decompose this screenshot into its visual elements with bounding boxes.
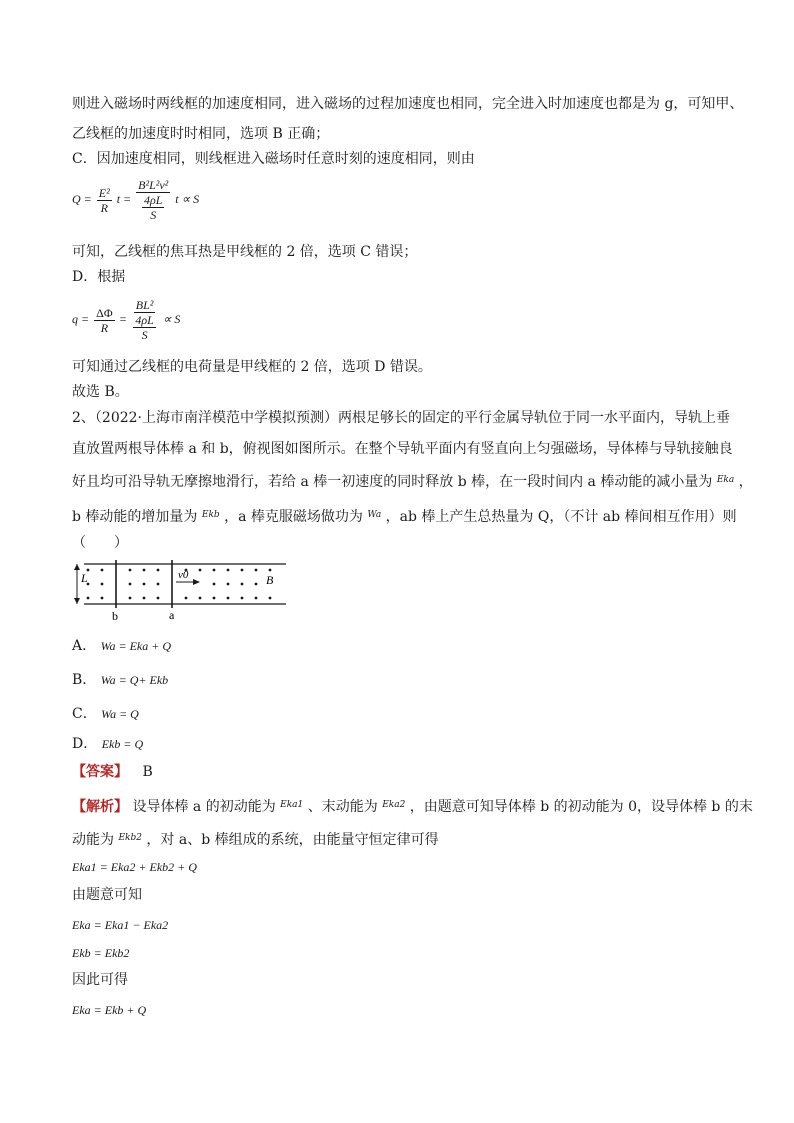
formula-text: t ∝ S <box>175 191 200 206</box>
text-span: 设导体棒 a 的初动能为 <box>132 799 276 815</box>
field-dot <box>129 583 132 586</box>
text-span: 好且均可沿导轨无摩擦地滑行，若给 a 棒一初速度的同时释放 b 棒，在一段时间内 a 棒动能的减小量为 <box>72 474 713 490</box>
symbol-eka: Eka <box>716 475 735 485</box>
option-d <box>72 734 143 754</box>
text-line: 可知，乙线框的焦耳热是甲线框的 2 倍，选项 C 错误； <box>72 244 418 260</box>
field-dot <box>227 569 230 572</box>
fraction-numerator: ΔΦ <box>96 305 113 320</box>
fraction-denominator <box>131 313 157 342</box>
fraction <box>136 178 170 222</box>
field-dot <box>241 597 244 600</box>
fraction-numerator: 4ρL <box>135 313 154 327</box>
text-span: ，对 a、b 棒组成的系统，由能量守恒定律可得 <box>146 832 439 848</box>
arrow-head-up <box>74 564 80 570</box>
field-dot <box>157 569 160 572</box>
explanation-line <box>72 828 439 850</box>
explanation-line <box>72 795 753 817</box>
formula-charge <box>72 298 180 342</box>
fraction-denominator: S <box>141 328 148 342</box>
formula-ekb: Ekb = Ekb2 <box>72 946 130 960</box>
formula-energy-conservation: Eka1 = Eka2 + Ekb2 + Q <box>72 860 197 874</box>
fraction-numerator: 4ρL <box>143 193 163 207</box>
field-dot <box>255 569 258 572</box>
answer-line <box>72 762 153 782</box>
explanation-tag: 【解析】 <box>72 799 128 815</box>
field-dot <box>87 597 90 600</box>
option-a <box>72 636 171 656</box>
rail-figure <box>70 558 292 622</box>
label-b-field: B <box>266 573 274 587</box>
field-dot <box>241 583 244 586</box>
formula-text: = <box>119 311 127 326</box>
text-span: 、末动能为 <box>307 799 378 815</box>
field-dot <box>129 569 132 572</box>
formula-text: Q = <box>72 191 92 206</box>
question-line <box>72 505 737 527</box>
text-span: ，由题意可知导体棒 b 的初动能为 0，设导体棒 b 的末 <box>409 799 753 815</box>
field-dot <box>199 597 202 600</box>
field-dot <box>143 569 146 572</box>
field-dot <box>157 583 160 586</box>
fraction-denominator: R <box>100 200 108 215</box>
field-dot <box>213 583 216 586</box>
text-line: 故选 B。 <box>72 384 129 400</box>
label-a: a <box>169 608 175 622</box>
answer-tag: 【答案】 <box>72 764 128 780</box>
label-v0: v0 <box>178 569 189 581</box>
label-l: L <box>81 571 88 585</box>
formula-text: q = <box>72 311 90 326</box>
arrow-head-down <box>74 598 80 604</box>
field-dot <box>269 569 272 572</box>
fraction-denominator: R <box>100 320 109 335</box>
field-dot <box>213 569 216 572</box>
label-b: b <box>112 609 118 622</box>
text-line: C．因加速度相同，则线框进入磁场时任意时刻的速度相同，则由 <box>72 151 475 167</box>
option-label: A． <box>72 638 97 654</box>
field-dot <box>143 583 146 586</box>
field-dot <box>241 569 244 572</box>
question-line: 2、（2022·上海市南洋模范中学模拟预测）两根足够长的固定的平行金属导轨位于同一水平面内，导轨上垂 <box>72 410 730 426</box>
text-span: ，a 棒克服磁场做功为 <box>224 509 363 525</box>
fraction-numerator: B²L²v² <box>138 178 169 192</box>
text-line: 可知通过乙线框的电荷量是甲线框的 2 倍，选项 D 错误。 <box>72 359 432 375</box>
formula-eka: Eka = Eka1 − Eka2 <box>72 918 169 932</box>
symbol-wa: Wa <box>367 510 382 520</box>
option-formula: Wa = Eka + Q <box>100 639 171 653</box>
symbol-ekb: Ekb <box>201 510 220 520</box>
fraction-numerator: BL² <box>135 298 154 312</box>
question-line: （ ） <box>72 535 128 551</box>
field-dot <box>129 597 132 600</box>
question-line: 直放置两根导体棒 a 和 b，俯视图如图所示。在整个导轨平面内有竖直向上匀强磁场，导体棒与导轨接触良 <box>72 441 733 457</box>
answer-value: B <box>142 764 153 780</box>
fraction <box>97 186 112 215</box>
text-line: 乙线框的加速度时时相同，选项 B 正确； <box>72 126 330 142</box>
field-dot <box>227 583 230 586</box>
field-dot <box>199 569 202 572</box>
field-dot <box>101 583 104 586</box>
fraction-denominator: S <box>150 208 157 222</box>
text-line: 则进入磁场时两线框的加速度相同，进入磁场的过程加速度也相同，完全进入时加速度也都是为 g，可知甲、 <box>72 96 744 112</box>
fraction <box>131 298 157 342</box>
field-dot <box>101 597 104 600</box>
field-dot <box>255 583 258 586</box>
field-dot <box>269 597 272 600</box>
option-label: C． <box>72 706 97 722</box>
field-dot <box>101 569 104 572</box>
text-line: D．根据 <box>72 269 126 285</box>
text-span: b 棒动能的增加量为 <box>72 509 198 525</box>
field-dot <box>157 597 160 600</box>
option-label: B． <box>72 672 97 688</box>
option-formula: Wa = Q+ Ekb <box>100 673 169 687</box>
field-dot <box>227 597 230 600</box>
formula-text: ∝ S <box>162 311 181 326</box>
fraction <box>94 306 115 335</box>
field-dot <box>213 597 216 600</box>
option-formula: Wa = Q <box>101 707 139 721</box>
option-label: D． <box>72 736 98 752</box>
text-span: 动能为 <box>72 832 114 848</box>
question-line <box>72 470 753 492</box>
formula-text: t = <box>116 191 132 206</box>
option-c <box>72 704 139 724</box>
field-dot <box>255 597 258 600</box>
field-dot <box>143 597 146 600</box>
velocity-arrow-head <box>193 579 200 585</box>
option-b <box>72 670 168 690</box>
symbol-eka1: Eka1 <box>280 800 304 810</box>
symbol-eka2: Eka2 <box>382 800 406 810</box>
option-formula: Ekb = Q <box>101 737 144 751</box>
text-line: 由题意可知 <box>72 887 142 903</box>
fraction-denominator <box>140 193 166 222</box>
formula-result: Eka = Ekb + Q <box>72 1003 147 1017</box>
text-line: 因此可得 <box>72 972 128 988</box>
formula-joule-heat <box>72 178 199 222</box>
text-span: ，ab 棒上产生总热量为 Q，（不计 ab 棒间相互作用）则 <box>385 509 737 525</box>
field-dot <box>185 597 188 600</box>
text-span: ， <box>738 474 753 490</box>
symbol-ekb2: Ekb2 <box>118 833 142 843</box>
fraction-numerator: E² <box>98 185 110 200</box>
